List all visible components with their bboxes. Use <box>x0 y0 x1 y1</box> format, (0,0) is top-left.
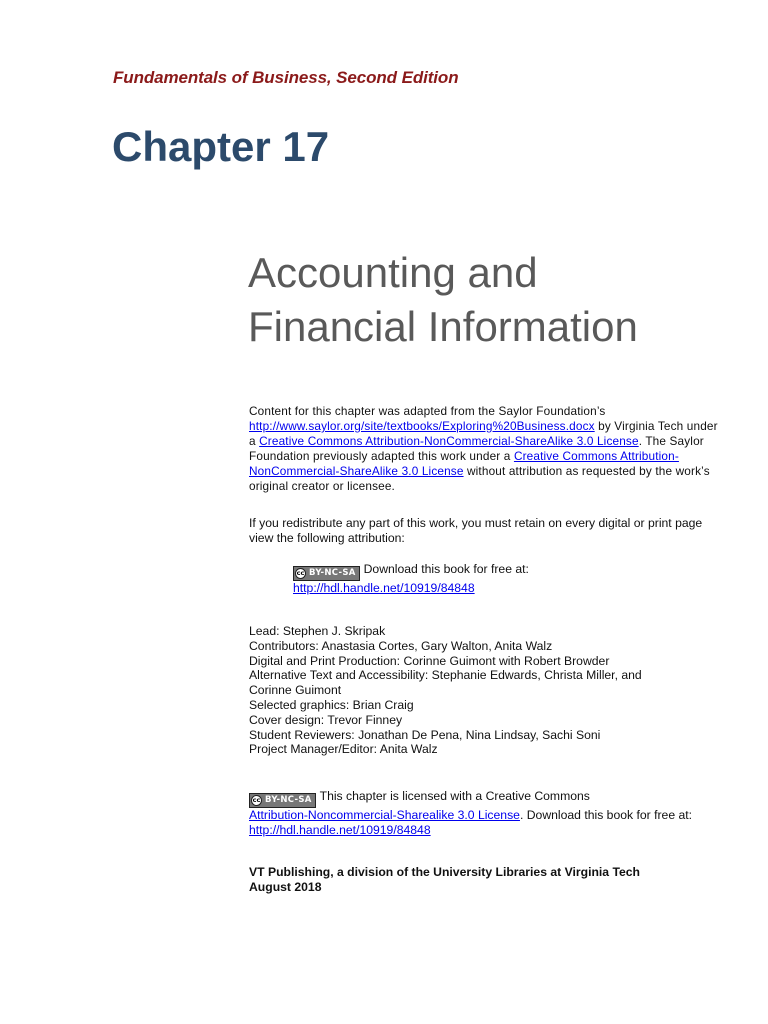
adaptation-text-4: without attribution as requested by the work’s original creator or licensee. <box>249 464 710 493</box>
credit-line: Alternative Text and Accessibility: Stephanie Edwards, Christa Miller, and <box>249 668 642 683</box>
cc-symbol-icon: cc <box>252 796 261 804</box>
cc-badge-label: BY-NC-SA <box>309 568 356 578</box>
cc-symbol-icon: cc <box>296 569 305 577</box>
publisher-line: VT Publishing, a division of the University Libraries at Virginia Tech <box>249 865 640 879</box>
redistribute-paragraph: If you redistribute any part of this work, you must retain on every digital or print page view the following attribution: <box>249 516 703 545</box>
license-link[interactable]: Attribution-Noncommercial-Sharealike 3.0 License <box>249 808 520 822</box>
credit-line: Digital and Print Production: Corinne Guimont with Robert Browder <box>249 653 610 668</box>
saylor-source-link[interactable]: http://www.saylor.org/site/textbooks/Exploring%20Business.docx <box>249 419 595 433</box>
credit-line: Project Manager/Editor: Anita Walz <box>249 742 438 757</box>
cc-by-nc-sa-icon <box>249 793 316 808</box>
license-text-1: This chapter is licensed with a Creative Commons <box>319 789 590 803</box>
credit-line: Cover design: Trevor Finney <box>249 712 403 727</box>
cc-badge-label: BY-NC-SA <box>265 795 312 805</box>
chapter-title-line2: Financial Information <box>248 303 638 350</box>
credit-line: Lead: Stephen J. Skripak <box>249 624 386 638</box>
attribution-link[interactable]: http://hdl.handle.net/10919/84848 <box>293 581 475 595</box>
cc-by-nc-sa-icon <box>293 566 360 581</box>
credit-line: Corinne Guimont <box>249 683 342 698</box>
chapter-title <box>248 246 748 354</box>
cc-license-link-2[interactable]: Creative Commons Attribution-NonCommercial-ShareAlike 3.0 License <box>249 449 679 478</box>
publication-date: August 2018 <box>249 880 322 894</box>
book-title: Fundamentals of Business, Second Edition <box>113 68 459 87</box>
chapter-title-line1: Accounting and <box>248 249 538 296</box>
publisher-info <box>249 865 719 895</box>
adaptation-text-3: . The Saylor Foundation previously adapted this work under a <box>249 434 704 463</box>
license-text-2: . Download this book for free at: <box>519 808 693 822</box>
credit-line: Selected graphics: Brian Craig <box>249 697 414 712</box>
license-handle-link[interactable]: http://hdl.handle.net/10919/84848 <box>249 823 431 837</box>
credit-line: Student Reviewers: Jonathan De Pena, Nina Lindsay, Sachi Soni <box>249 727 601 742</box>
cc-license-link-1[interactable]: Creative Commons Attribution-NonCommercial-ShareAlike 3.0 License <box>259 434 639 448</box>
credits-list <box>249 624 719 757</box>
chapter-heading: Chapter 17 <box>112 123 330 170</box>
adaptation-paragraph <box>249 404 719 494</box>
adaptation-text-2: by Virginia Tech under a <box>249 419 718 448</box>
attribution-text: Download this book for free at: <box>363 562 529 576</box>
credit-line: Contributors: Anastasia Cortes, Gary Walton, Anita Walz <box>249 638 553 653</box>
attribution-block <box>293 562 713 596</box>
adaptation-text-1: Content for this chapter was adapted from the Saylor Foundation’s <box>249 404 606 418</box>
license-paragraph <box>249 789 719 838</box>
